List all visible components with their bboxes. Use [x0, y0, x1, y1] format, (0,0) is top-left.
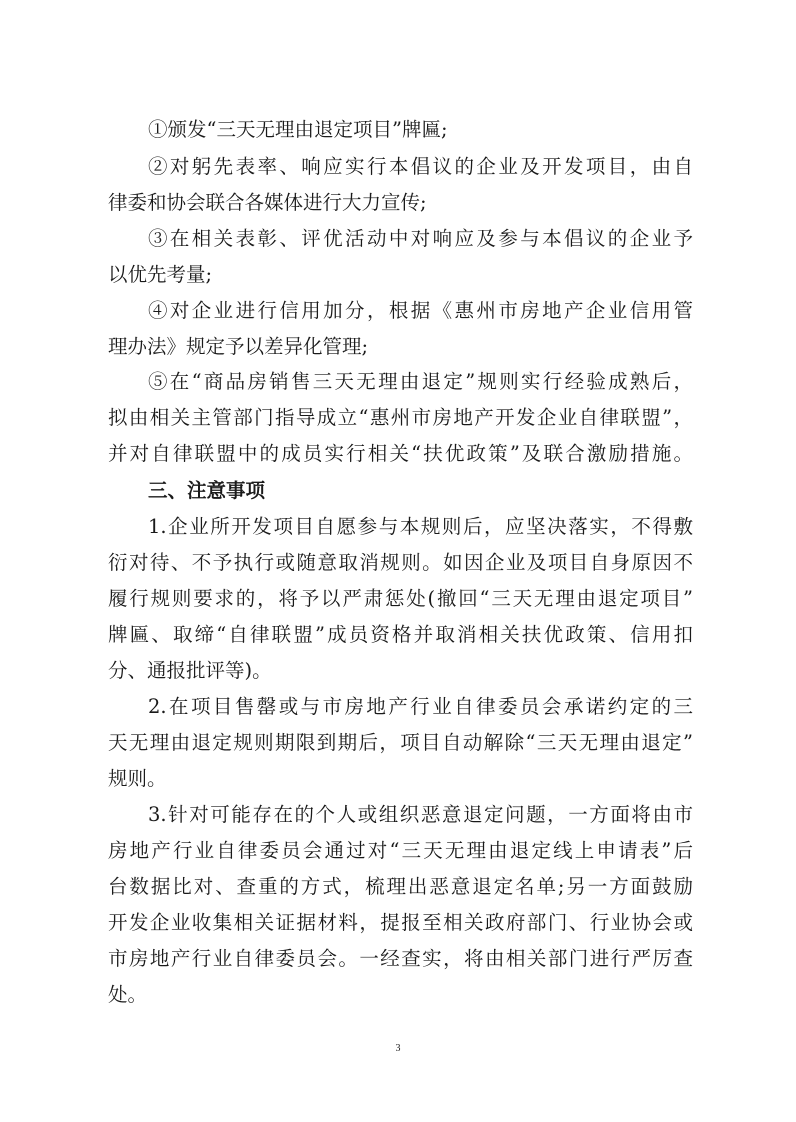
text-line: ②对躬先表率、响应实行本倡议的企业及开发项目，由自: [148, 155, 693, 178]
text-line: 拟由相关主管部门指导成立“惠州市房地产开发企业自律联盟”，: [108, 406, 693, 429]
text-line: 房地产行业自律委员会通过对“三天无理由退定线上申请表”后: [108, 839, 693, 862]
text-line: 天无理由退定规则期限到期后，项目自动解除“三天无理由退定”: [108, 731, 693, 754]
text-line: 履行规则要求的，将予以严肃惩处(撤回“三天无理由退定项目”: [108, 587, 693, 610]
text-line: ⑤在“商品房销售三天无理由退定”规则实行经验成熟后，: [148, 370, 693, 393]
text-line: ①颁发“三天无理由退定项目”牌匾;: [148, 118, 448, 141]
text-line: 台数据比对、查重的方式，梳理出恶意退定名单;另一方面鼓励: [108, 875, 693, 898]
text-line: 分、通报批评等)。: [108, 659, 272, 682]
text-line: 处。: [108, 983, 148, 1006]
text-line: 以优先考量;: [108, 263, 213, 286]
text-line: 市房地产行业自律委员会。一经查实，将由相关部门进行严厉查: [108, 947, 693, 970]
text-line: 衍对待、不予执行或随意取消规则。如因企业及项目自身原因不: [108, 551, 693, 574]
page-number: 3: [395, 1043, 401, 1054]
text-line: 并对自律联盟中的成员实行相关“扶优政策”及联合激励措施。: [108, 442, 693, 465]
text-line: 规则。: [108, 767, 167, 790]
text-line: 开发企业收集相关证据材料，提报至相关政府部门、行业协会或: [108, 911, 693, 934]
text-line: ③在相关表彰、评优活动中对响应及参与本倡议的企业予: [148, 227, 693, 250]
section-heading: 三、注意事项: [148, 479, 266, 502]
text-line: 理办法》规定予以差异化管理;: [108, 335, 369, 358]
text-line: 1.企业所开发项目自愿参与本规则后，应坚决落实，不得敷: [148, 515, 693, 538]
text-line: 律委和协会联合各媒体进行大力宣传;: [108, 191, 427, 214]
text-line: ④对企业进行信用加分，根据《惠州市房地产企业信用管: [148, 299, 693, 322]
text-line: 3.针对可能存在的个人或组织恶意退定问题，一方面将由市: [148, 803, 693, 826]
text-line: 2.在项目售罄或与市房地产行业自律委员会承诺约定的三: [148, 695, 693, 718]
text-line: 牌匾、取缔“自律联盟”成员资格并取消相关扶优政策、信用扣: [108, 623, 693, 646]
